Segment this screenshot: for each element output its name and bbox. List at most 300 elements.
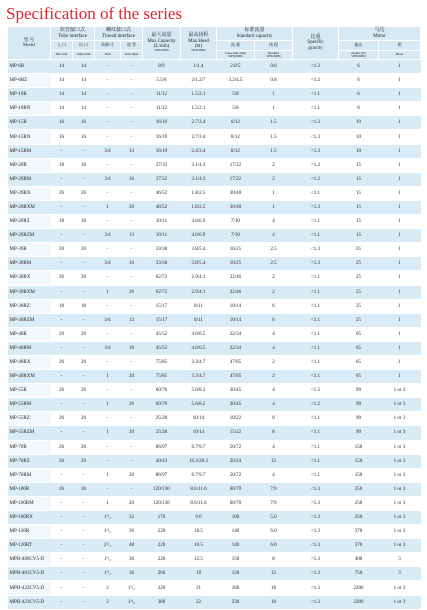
cell-max-capacity: 60/70 (143, 384, 181, 398)
cell-specific-gravity: <1.3 (293, 116, 339, 130)
header-output-hz: 50Hz/60Hz (351, 54, 366, 58)
cell-tube-inner: 13 (121, 229, 143, 243)
cell-output: 10 (339, 130, 379, 144)
cell-max-head: 3.8/5.4 (181, 257, 217, 271)
cell-output: 2200 (339, 581, 379, 595)
cell-head: 6.0 (255, 539, 293, 553)
cell-specific-gravity: <1.1 (293, 215, 339, 229)
cell-specific-gravity: <1.3 (293, 243, 339, 257)
table-row (8, 285, 421, 299)
header-tube-inner-en: Tube inner (121, 51, 143, 60)
cell-max-head: 3.3/4.7 (181, 355, 217, 369)
cell-output: 250 (339, 511, 379, 525)
cell-head: 7/9 (255, 482, 293, 496)
cell-phase: 1 (379, 60, 421, 74)
cell-max-capacity: 220 (143, 539, 181, 553)
cell-max-capacity: 62/72 (143, 285, 181, 299)
header-maxcap-hz: 50Hz/60Hz (154, 48, 169, 53)
cell-inch: 1 (95, 426, 121, 440)
cell-specific-gravity: <1.1 (293, 341, 339, 355)
cell-output: 65 (339, 355, 379, 369)
cell-outlet: 26 (73, 271, 95, 285)
cell-capacity: 10/14 (217, 313, 255, 327)
cell-model: MPH-400CV5-D (8, 553, 51, 567)
cell-inlet: - (51, 496, 73, 510)
cell-inch: - (95, 102, 121, 116)
cell-phase: 1 (379, 370, 421, 384)
cell-outlet: - (73, 539, 95, 553)
table-row (8, 525, 421, 539)
cell-model: MP-55R (8, 384, 51, 398)
cell-outlet: 14 (73, 88, 95, 102)
cell-head: 4 (255, 384, 293, 398)
cell-max-capacity: 320 (143, 581, 181, 595)
cell-head: 12 (255, 567, 293, 581)
cell-specific-gravity: <1.1 (293, 229, 339, 243)
cell-max-head: 2.9/4.1 (181, 271, 217, 285)
cell-specific-gravity: <1.3 (293, 130, 339, 144)
cell-max-head: 3.1/4.3 (181, 158, 217, 172)
cell-output: 150 (339, 454, 379, 468)
cell-capacity: 8/12 (217, 130, 255, 144)
cell-inlet: 20 (51, 243, 73, 257)
header-std-cn: 标准流量 (244, 28, 265, 34)
header-cap-hz: 50Hz/60Hz (228, 54, 243, 58)
header-phase-en: Phase (379, 51, 421, 60)
cell-phase: 1 (379, 243, 421, 257)
cell-output: 15 (339, 172, 379, 186)
cell-capacity: 30/40 (217, 200, 255, 214)
cell-max-head: 8.6/11.6 (181, 496, 217, 510)
cell-capacity: 32/46 (217, 271, 255, 285)
cell-phase: 1 (379, 130, 421, 144)
header-std-en: Standard capacity (236, 33, 273, 39)
cell-phase: 1 or 3 (379, 482, 421, 496)
cell-model: MP-100R (8, 482, 51, 496)
cell-outlet: - (73, 229, 95, 243)
cell-model: MP-20RZM (8, 229, 51, 243)
cell-model: MP-30RXM (8, 285, 51, 299)
cell-output: 6 (339, 102, 379, 116)
cell-model: MP-70RM (8, 468, 51, 482)
cell-inlet: 20 (51, 454, 73, 468)
cell-capacity: 230 (217, 595, 255, 609)
cell-tube-inner: - (121, 88, 143, 102)
cell-capacity: 17/22 (217, 158, 255, 172)
cell-capacity: 160 (217, 581, 255, 595)
cell-output: 90 (339, 384, 379, 398)
header-motor (339, 27, 421, 41)
cell-output: 90 (339, 412, 379, 426)
cell-tube-inner: 36 (121, 525, 143, 539)
header-maxcap-unit: (L/min) (153, 43, 170, 49)
cell-model: MP-20RX (8, 186, 51, 200)
cell-tube-inner: - (121, 158, 143, 172)
header-maxcap-cn: 最大流量 (151, 33, 172, 39)
header-maxhead-en: Max.Head (188, 38, 209, 44)
spec-table-body (8, 60, 421, 610)
cell-max-head: 5.6/8.2 (181, 384, 217, 398)
cell-head: 6.0 (255, 525, 293, 539)
cell-inlet: - (51, 341, 73, 355)
cell-phase: 1 (379, 74, 421, 88)
header-head-cn: 扬 程 (255, 41, 293, 51)
cell-tube-inner: - (121, 215, 143, 229)
cell-max-head: 2.7/3.4 (181, 130, 217, 144)
cell-tube-inner: - (121, 412, 143, 426)
header-cap-en (217, 51, 255, 60)
cell-head: 6 (255, 299, 293, 313)
table-row (8, 398, 421, 412)
cell-specific-gravity: <1.1 (293, 426, 339, 440)
cell-phase: 1 (379, 200, 421, 214)
cell-head: 1 (255, 186, 293, 200)
cell-capacity: 2.8/5 (217, 60, 255, 74)
cell-outlet: 26 (73, 186, 95, 200)
cell-max-head: 10.5 (181, 525, 217, 539)
cell-max-capacity: 170 (143, 511, 181, 525)
cell-inlet: 18 (51, 158, 73, 172)
cell-output: 25 (339, 299, 379, 313)
cell-capacity: 8/12 (217, 116, 255, 130)
cell-max-capacity: 25/28 (143, 426, 181, 440)
cell-model: MP-40R (8, 327, 51, 341)
table-row (8, 229, 421, 243)
cell-outlet: 20 (73, 243, 95, 257)
cell-model: MP-100RM (8, 496, 51, 510)
cell-capacity: 5/8 (217, 102, 255, 116)
cell-model: MP-20R (8, 158, 51, 172)
cell-model: MP-55RZM (8, 426, 51, 440)
cell-max-capacity: 260 (143, 567, 181, 581)
header-tube-en: Tube interface (58, 33, 87, 39)
cell-phase: 1 or 3 (379, 581, 421, 595)
cell-inlet: - (51, 370, 73, 384)
cell-capacity: 20/24 (217, 454, 255, 468)
cell-specific-gravity: <1.1 (293, 355, 339, 369)
cell-inch: - (95, 60, 121, 74)
cell-phase: 1 (379, 299, 421, 313)
cell-outlet: 18 (73, 215, 95, 229)
cell-inch: - (95, 482, 121, 496)
cell-head: 0.8 (255, 60, 293, 74)
cell-phase: 1 or 3 (379, 595, 421, 609)
cell-max-head: 21 (181, 581, 217, 595)
cell-inlet: 26 (51, 186, 73, 200)
cell-outlet: 20 (73, 327, 95, 341)
cell-outlet: 26 (73, 482, 95, 496)
cell-specific-gravity: <1.3 (293, 144, 339, 158)
cell-phase: 1 or 3 (379, 426, 421, 440)
cell-outlet: - (73, 426, 95, 440)
cell-capacity: 15/22 (217, 426, 255, 440)
cell-inch: 3/4 (95, 172, 121, 186)
cell-max-capacity: 380 (143, 595, 181, 609)
cell-max-head: 3.8/5.4 (181, 243, 217, 257)
cell-phase: 1 or 3 (379, 511, 421, 525)
cell-model: MP-120RT (8, 539, 51, 553)
cell-capacity: 50/72 (217, 440, 255, 454)
cell-tube-inner: 36 (121, 567, 143, 581)
cell-inlet: 20 (51, 327, 73, 341)
cell-max-capacity: 75/85 (143, 355, 181, 369)
cell-outlet: - (73, 553, 95, 567)
cell-max-capacity: 40/43 (143, 454, 181, 468)
header-head-en (255, 51, 293, 60)
cell-model: MP-55RZ (8, 412, 51, 426)
cell-tube-inner: - (121, 482, 143, 496)
table-row (8, 496, 421, 510)
cell-max-capacity: 11/12 (143, 102, 181, 116)
cell-max-head: 2.9/4.1 (181, 285, 217, 299)
cell-tube-inner: - (121, 454, 143, 468)
cell-phase: 1 (379, 285, 421, 299)
cell-head: 2 (255, 370, 293, 384)
cell-specific-gravity: <1.3 (293, 496, 339, 510)
cell-outlet: - (73, 313, 95, 327)
cell-max-capacity: 46/52 (143, 186, 181, 200)
cell-head: 2 (255, 355, 293, 369)
cell-output: 90 (339, 398, 379, 412)
table-row (8, 172, 421, 186)
cell-capacity: 17/22 (217, 172, 255, 186)
cell-capacity: 60/70 (217, 496, 255, 510)
cell-phase: 1 or 3 (379, 496, 421, 510)
cell-inlet: - (51, 426, 73, 440)
cell-output: 90 (339, 426, 379, 440)
cell-output: 25 (339, 257, 379, 271)
cell-inch: - (95, 130, 121, 144)
cell-inlet: 26 (51, 355, 73, 369)
cell-outlet: - (73, 257, 95, 271)
cell-max-capacity: 60/70 (143, 398, 181, 412)
header-outlet-en: Outlet mm (73, 51, 95, 60)
cell-tube-inner: 48 (121, 539, 143, 553)
cell-inch: - (95, 116, 121, 130)
cell-specific-gravity: <1.3 (293, 257, 339, 271)
cell-inch: 1¹/₂ (95, 553, 121, 567)
cell-inlet: 26 (51, 482, 73, 496)
cell-inch: - (95, 186, 121, 200)
cell-phase: 1 (379, 144, 421, 158)
cell-inlet: - (51, 539, 73, 553)
cell-phase: 1 (379, 215, 421, 229)
header-inch-en: Inch (95, 51, 121, 60)
cell-inlet: - (51, 144, 73, 158)
cell-phase: 1 or 3 (379, 525, 421, 539)
cell-inlet: 16 (51, 116, 73, 130)
cell-model: MP-40RM (8, 341, 51, 355)
header-cap-cn: 流 量 (217, 41, 255, 51)
cell-inch: 1 (95, 496, 121, 510)
cell-head: 1.5 (255, 130, 293, 144)
cell-head: 6 (255, 313, 293, 327)
cell-inlet: 26 (51, 384, 73, 398)
cell-capacity: 7/10 (217, 229, 255, 243)
header-motor-en: Motor (373, 33, 386, 39)
cell-output: 6 (339, 60, 379, 74)
cell-output: 6 (339, 74, 379, 88)
header-head-hz: 50Hz/60Hz (266, 54, 281, 58)
cell-output: 15 (339, 200, 379, 214)
header-maxhead-hz: 50Hz/60Hz (191, 48, 206, 53)
table-row (8, 595, 421, 609)
cell-tube-inner: 20 (121, 200, 143, 214)
table-row (8, 454, 421, 468)
cell-specific-gravity: <1.1 (293, 468, 339, 482)
cell-max-head: 6.7/9.7 (181, 468, 217, 482)
cell-capacity: 50/72 (217, 468, 255, 482)
cell-max-head: 8/11 (181, 313, 217, 327)
header-thread-cn: 螺纹接口式 (105, 28, 131, 34)
cell-inch: 2¹/₂ (95, 539, 121, 553)
cell-phase: 1 or 3 (379, 384, 421, 398)
header-maxhead-cn: 最高扬程 (188, 33, 209, 39)
cell-outlet: 26 (73, 355, 95, 369)
cell-head: 0.8 (255, 74, 293, 88)
cell-inlet: 16 (51, 130, 73, 144)
cell-max-capacity: 86/97 (143, 468, 181, 482)
cell-output: 10 (339, 144, 379, 158)
table-row (8, 60, 421, 74)
cell-specific-gravity: <1.1 (293, 271, 339, 285)
cell-capacity: 140 (217, 525, 255, 539)
cell-tube-inner: - (121, 440, 143, 454)
cell-inlet: - (51, 398, 73, 412)
cell-tube-inner: 16 (121, 172, 143, 186)
cell-specific-gravity: <1.3 (293, 553, 339, 567)
cell-max-head: 1.5/2.1 (181, 88, 217, 102)
cell-max-head: 2.7/3.4 (181, 116, 217, 130)
cell-inch: 1¹/₂ (95, 567, 121, 581)
cell-inch: - (95, 88, 121, 102)
cell-inlet: - (51, 595, 73, 609)
cell-output: 2200 (339, 595, 379, 609)
header-maxcap-en: Max.Capacity (147, 38, 176, 44)
cell-head: 4 (255, 341, 293, 355)
cell-model: MP-30R (8, 243, 51, 257)
cell-inlet: 26 (51, 440, 73, 454)
cell-phase: 1 (379, 257, 421, 271)
cell-inch: 3/4 (95, 313, 121, 327)
cell-head: 2.5 (255, 257, 293, 271)
cell-model: MP-15RM (8, 144, 51, 158)
cell-head: 18 (255, 595, 293, 609)
cell-tube-inner: 16 (121, 257, 143, 271)
cell-specific-gravity: <1.3 (293, 511, 339, 525)
cell-outlet: 16 (73, 116, 95, 130)
header-max-capacity (143, 27, 181, 60)
cell-output: 150 (339, 468, 379, 482)
cell-max-capacity: 10/11 (143, 215, 181, 229)
cell-max-head: 10/14 (181, 412, 217, 426)
table-row (8, 74, 421, 88)
table-row (8, 355, 421, 369)
cell-head: 8 (255, 553, 293, 567)
header-thread-interface (95, 27, 143, 41)
cell-outlet: 14 (73, 74, 95, 88)
cell-tube-inner: 20 (121, 398, 143, 412)
table-row (8, 412, 421, 426)
cell-model: MP-30RZ (8, 299, 51, 313)
cell-outlet: 26 (73, 412, 95, 426)
table-row (8, 102, 421, 116)
cell-phase: 1 or 3 (379, 539, 421, 553)
cell-capacity: 140 (217, 539, 255, 553)
cell-inlet: - (51, 525, 73, 539)
cell-capacity: 5/8 (217, 88, 255, 102)
cell-outlet: - (73, 496, 95, 510)
header-cap-en-label: Capacity(L/min) (224, 50, 247, 55)
table-row (8, 468, 421, 482)
cell-specific-gravity: <1.1 (293, 454, 339, 468)
table-row (8, 567, 421, 581)
cell-model: MP-120R (8, 525, 51, 539)
cell-outlet: 26 (73, 384, 95, 398)
cell-output: 370 (339, 539, 379, 553)
cell-inch: 3/4 (95, 144, 121, 158)
cell-head: 4 (255, 215, 293, 229)
table-row (8, 271, 421, 285)
cell-inch: 1¹/₂ (95, 525, 121, 539)
cell-max-capacity: 16/19 (143, 144, 181, 158)
cell-model: MP-15RN (8, 130, 51, 144)
cell-tube-inner: - (121, 130, 143, 144)
cell-inlet: 14 (51, 102, 73, 116)
cell-specific-gravity: <1.1 (293, 370, 339, 384)
cell-capacity: 16/25 (217, 257, 255, 271)
cell-inlet: 18 (51, 299, 73, 313)
cell-inlet: - (51, 172, 73, 186)
cell-output: 750 (339, 567, 379, 581)
cell-tube-inner: - (121, 384, 143, 398)
table-row (8, 426, 421, 440)
cell-model: MP-40RXM (8, 370, 51, 384)
cell-outlet: - (73, 341, 95, 355)
cell-phase: 1 or 3 (379, 398, 421, 412)
cell-tube-inner: 13 (121, 313, 143, 327)
cell-max-head: 16.3/20.3 (181, 454, 217, 468)
cell-tube-inner: 13 (121, 144, 143, 158)
cell-output: 25 (339, 243, 379, 257)
cell-output: 15 (339, 229, 379, 243)
cell-model: MP-20RXM (8, 200, 51, 214)
cell-inlet: - (51, 200, 73, 214)
cell-outlet: 14 (73, 60, 95, 74)
cell-capacity: 47/65 (217, 370, 255, 384)
cell-output: 15 (339, 215, 379, 229)
cell-inch: - (95, 215, 121, 229)
cell-phase: 1 or 3 (379, 440, 421, 454)
cell-outlet: - (73, 370, 95, 384)
cell-inch: 3/4 (95, 341, 121, 355)
cell-max-head: 8/11 (181, 299, 217, 313)
cell-inlet: 26 (51, 412, 73, 426)
cell-phase: 3 (379, 553, 421, 567)
cell-head: 1.5 (255, 144, 293, 158)
cell-inlet: - (51, 511, 73, 525)
cell-tube-inner: 20 (121, 370, 143, 384)
cell-inlet: 26 (51, 271, 73, 285)
table-row (8, 384, 421, 398)
table-row (8, 553, 421, 567)
cell-max-capacity: 86/97 (143, 440, 181, 454)
cell-specific-gravity: <1.1 (293, 186, 339, 200)
cell-model: MPH-423CV5-D (8, 595, 51, 609)
header-sg-cn: 比重 (310, 35, 321, 41)
cell-outlet: - (73, 581, 95, 595)
cell-phase: 1 (379, 341, 421, 355)
